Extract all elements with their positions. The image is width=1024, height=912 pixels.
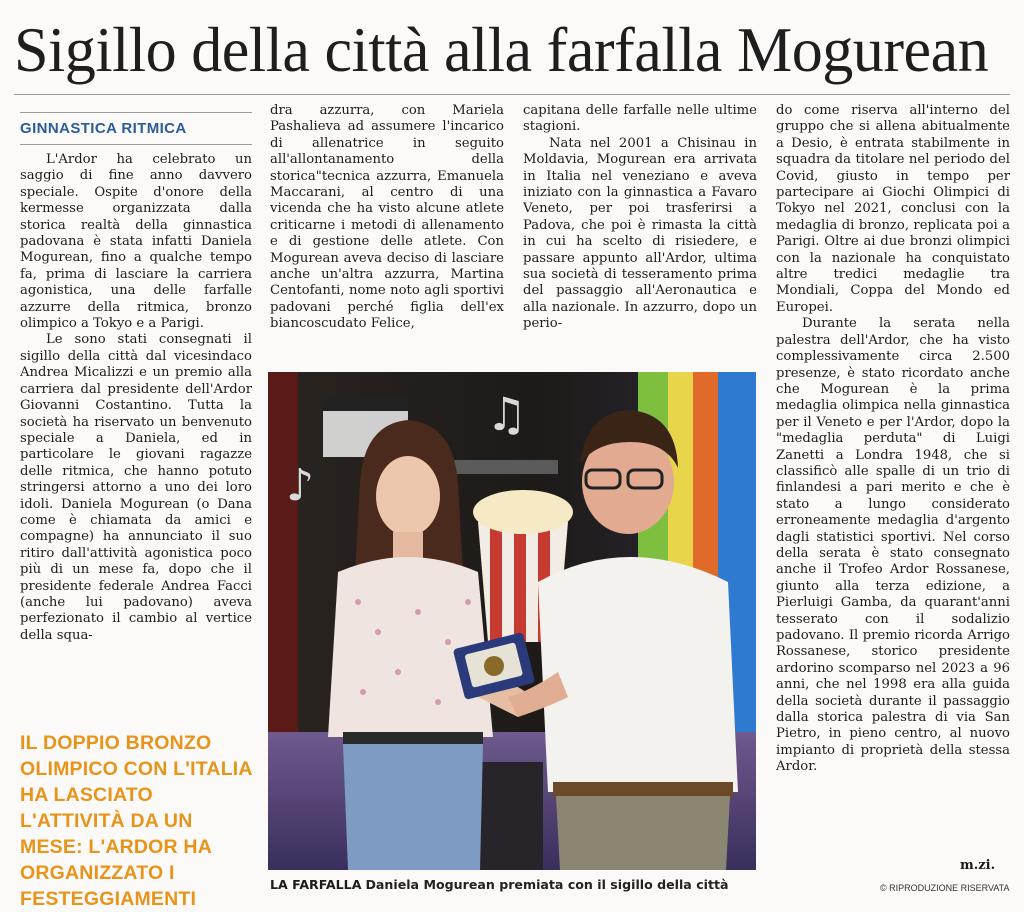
paragraph: capitana delle farfalle nelle ultime stagioni. xyxy=(523,103,757,135)
headline-rule xyxy=(14,94,1010,95)
paragraph: Nata nel 2001 a Chisinau in Moldavia, Mogurean era arrivata in Italia nel veneziano e aveva iniziato con la ginnastica a Favaro Veneto, per poi trasferirsi a Padova, che poi è rimasta la città in cui ha scelto di risiedere, e passare appunto all'Ardor, ultima sua società di tesseramento prima del passaggio all'Aeronautica e alla nazionale. In azzurro, dopo un perio- xyxy=(523,135,757,332)
headline: Sigillo della città alla farfalla Mogurean xyxy=(14,14,989,85)
article-column-2 xyxy=(270,103,504,361)
caption-text: Daniela Mogurean premiata con il sigillo della città xyxy=(365,877,729,892)
article-column-3 xyxy=(523,103,757,361)
paragraph: L'Ardor ha celebrato un saggio di fine anno davvero speciale. Ospite d'onore della kermesse organizzata dalla storica realtà della ginnastica padovana è stata infatti Daniela Mogurean, fino a qualche tempo fa, prima di lasciare la carriera agonistica, una delle farfalle azzurre della ritmica, bronzo olimpico a Tokyo e a Parigi. xyxy=(20,152,252,332)
pull-quote: IL DOPPIO BRONZO OLIMPICO CON L'ITALIA HA LASCIATO L'ATTIVITÀ DA UN MESE: L'ARDOR HA ORGANIZZATO I FESTEGGIAMENTI xyxy=(20,732,252,910)
article-photo xyxy=(268,372,756,870)
paragraph: Le sono stati consegnati il sigillo della città dal vicesindaco Andrea Micalizzi e un premio alla carriera dal presidente dell'Ardor Giovanni Costantino. Tutta la società ha riservato un benvenuto speciale a Daniela, ed in particolare le giovani ragazze delle ritmica, che hanno potuto stringersi attorno a uno dei loro idoli. Daniela Mogurean (o Dana come è chiamata da amici e compagne) ha annunciato il suo ritiro dall'attività agonistica poco più di un mese fa, dopo che il presidente federale Andrea Facci (anche lui padovano) aveva perfezionato il cambio al vertice della squa- xyxy=(20,332,252,643)
article-column-4 xyxy=(776,103,1010,863)
copyright-notice: © RIPRODUZIONE RISERVATA xyxy=(880,883,1010,893)
article-column-1 xyxy=(20,152,252,692)
paragraph: dra azzurra, con Mariela Pashalieva ad assumere l'incarico di allenatrice in seguito all'allontanamento della storica"tecnica azzurra, Emanuela Maccarani, al centro di una vicenda che ha visto alcune atlete criticarne i metodi di allenamento e di gestione delle atlete. Con Mogurean aveva deciso di lasciare anche un'altra azzurra, Martina Centofanti, nome noto agli sportivi padovani perché figlia dell'ex biancoscudato Felice, xyxy=(270,103,504,332)
section-label: GINNASTICA RITMICA xyxy=(20,120,187,137)
photo-caption xyxy=(270,877,770,892)
caption-kicker: LA FARFALLA xyxy=(270,877,362,892)
author-signature: m.zi. xyxy=(960,858,996,873)
section-rule-bottom xyxy=(20,144,252,145)
svg-text:♫: ♫ xyxy=(486,387,528,441)
section-rule-top xyxy=(20,112,252,113)
svg-text:♪: ♪ xyxy=(286,460,315,511)
paragraph: do come riserva all'interno del gruppo che si allena abitualmente a Desio, è entrata stabilmente in squadra da titolare nel periodo del Covid, giusto in tempo per partecipare ai Giochi Olimpici di Tokyo nel 2021, conclusi con la medaglia di bronzo, replicata poi a Parigi. Oltre ai due bronzi olimpici con la nazionale ha conquistato altre tredici medaglie tra Mondiali, Coppa del Mondo ed Europei. xyxy=(776,103,1010,315)
paragraph: Durante la serata nella palestra dell'Ardor, che ha visto complessivamente circa 2.500 presenze, è stato ricordato anche che Mogurean è la prima medaglia olimpica nella ginnastica per il Veneto e per l'Ardor, dopo la "medaglia perduta" di Luigi Zanetti a Londra 1948, che si classificò alle spalle di un trio di finlandesi a pari merito e che è stato a lungo considerato erroneamente medaglia d'argento dagli statistici sportivi. Nel corso della serata è stato consegnato anche il Trofeo Ardor Rossanese, giunto alla terza edizione, a Pierluigi Gamba, da quarant'anni tesserato con il sodalizio padovano. Il premio ricorda Arrigo Rossanese, storico presidente ardorino scomparso nel 2023 a 96 anni, che nel 1998 era alla guida della società durante il passaggio dalla storica palestra di via San Pietro, in pieno centro, al nuovo impianto di proprietà della stessa Ardor. xyxy=(776,316,1010,775)
